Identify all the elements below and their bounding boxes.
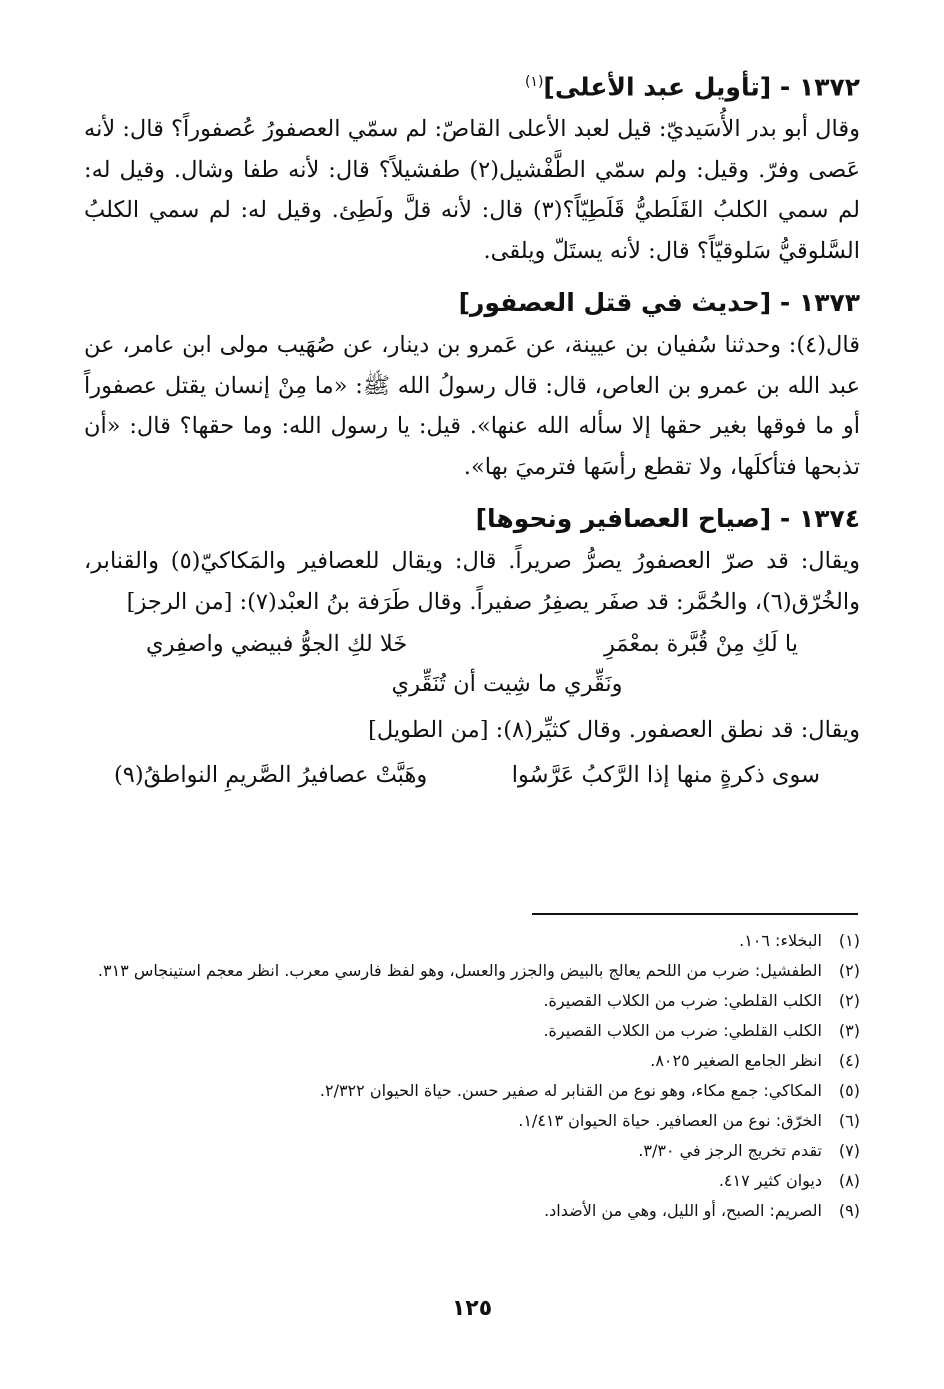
main-text (84, 60, 860, 795)
paragraph-1373: قال(٤): وحدثنا سُفيان بن عيينة، عن عَمرو بن دينار، عن صُهَيب مولى ابن عامر، عن عبد الله بن عمرو بن العاص، قال: قال رسولُ الله ﷺ: «ما مِنْ إنسان يقتل عصفوراً أو ما فوقها بغير حقها إلا سأله الله عنها». قيل: يا رسول الله: وما حقها؟ قال: «أن تذبحها فتأكلَها، ولا تقطع رأسَها فترميَ بها». (84, 332, 860, 480)
footnote-number: (٢) (838, 961, 860, 980)
paragraph-1372: وقال أبو بدر الأُسَيديّ: قيل لعبد الأعلى القاصّ: لم سمّي العصفورُ عُصفوراً؟ قال: لأنه عَصى وفرّ. وقيل: ولم سمّي الطَّفْشيل(٢) طفشيلاً؟ قال: لأنه طفا وشال. وقيل له: لم سمي الكلبُ القَلَطيُّ قَلَطِيّاً؟(٣) قال: لأنه قلَّ ولَطِئ. وقيل له: لم سمي الكلبُ السَّلوقيُّ سَلوقيّاً؟ قال: لأنه يستَلّ ويلقى. (84, 116, 861, 264)
page-number: ١٢٥ (451, 1296, 493, 1321)
footnote-number: (٤) (838, 1051, 860, 1070)
footnote-number: (٩) (838, 1201, 860, 1220)
verse-rajaz-line-1 (84, 624, 860, 664)
footnote (84, 1166, 860, 1196)
footnote-number: (٨) (838, 1171, 860, 1190)
footnote-text: انظر الجامع الصغير ٨٠٢٥. (650, 1051, 822, 1070)
verse-tawil-line (84, 755, 860, 795)
footnote-number: (١) (838, 931, 860, 950)
footnote-text: المكاكي: جمع مكاء، وهو نوع من القنابر له صفير حسن. حياة الحيوان ٢/٣٢٢. (319, 1081, 822, 1100)
footnote-text: ديوان كثير ٤١٧. (718, 1171, 822, 1190)
heading-footnote-ref: (١) (524, 74, 544, 90)
footnote-text: الكلب القلطي: ضرب من الكلاب القصيرة. (543, 991, 822, 1010)
paragraph-1374-b: ويقال: قد نطق العصفور. وقال كثيِّر(٨): [من الطويل] (368, 717, 860, 744)
footnote-text: الصريم: الصبح، أو الليل، وهي من الأضداد. (544, 1201, 822, 1220)
footnote (84, 1076, 860, 1106)
footnote-number: (٦) (838, 1111, 860, 1130)
verse-hemistich-left: وهَبَّتْ عصافيرُ الصَّريمِ النواطقُ(٩) (114, 761, 428, 788)
footnote (84, 986, 860, 1016)
footnote (84, 1106, 860, 1136)
footnote (84, 926, 860, 956)
section-heading-1372 (84, 60, 860, 109)
section-heading-1373: ١٣٧٣ - [حديث في قتل العصفور] (458, 288, 860, 318)
footnote (84, 1196, 860, 1226)
footnote-number: (٧) (838, 1141, 860, 1160)
footnote-number: (٣) (838, 1021, 860, 1040)
footnote-number: (٥) (838, 1081, 860, 1100)
footnote-text: الكلب القلطي: ضرب من الكلاب القصيرة. (543, 1021, 822, 1040)
footnote (84, 1016, 860, 1046)
verse-hemistich-right: سوى ذكرةٍ منها إذا الرَّكبُ عَرَّسُوا (511, 761, 820, 788)
footnote (84, 1046, 860, 1076)
verse-hemistich-right: يا لَكِ مِنْ قُبَّرة بمعْمَرِ (603, 631, 798, 658)
footnote-text: تقدم تخريج الرجز في ٣/٣٠. (638, 1141, 822, 1160)
footnote-text: البخلاء: ١٠٦. (739, 931, 822, 950)
footnote (84, 956, 860, 986)
verse-rajaz-line-2: ونَقِّري ما شِيت أن تُنَقِّري (391, 671, 623, 698)
footnote-number: (٢) (838, 991, 860, 1010)
verse-hemistich-left: خَلا لكِ الجوُّ فبيضي واصفِري (146, 631, 408, 658)
footnote (84, 1136, 860, 1166)
footnote-text: الخرّق: نوع من العصافير. حياة الحيوان ١/٤١٣. (518, 1111, 822, 1130)
footnote-divider (532, 913, 858, 915)
footnote-text: الطفشيل: ضرب من اللحم يعالج بالبيض والجزر والعسل، وهو لفظ فارسي معرب. انظر معجم استينجاس ٣١٣. (97, 961, 822, 980)
heading-text: ١٣٧٢ - [تأويل عبد الأعلى] (543, 72, 860, 102)
section-heading-1374: ١٣٧٤ - [صياح العصافير ونحوها] (475, 504, 860, 534)
paragraph-1374: ويقال: قد صرّ العصفورُ يصرُّ صريراً. قال: ويقال للعصافير والمَكاكيّ(٥) والقنابر، والخُرّق(٦)، والحُمَّر: قد صفَر يصفِرُ صفيراً. وقال طَرَفة بنُ العبْد(٧): [من الرجز] (84, 548, 860, 615)
footnotes (84, 926, 860, 1226)
